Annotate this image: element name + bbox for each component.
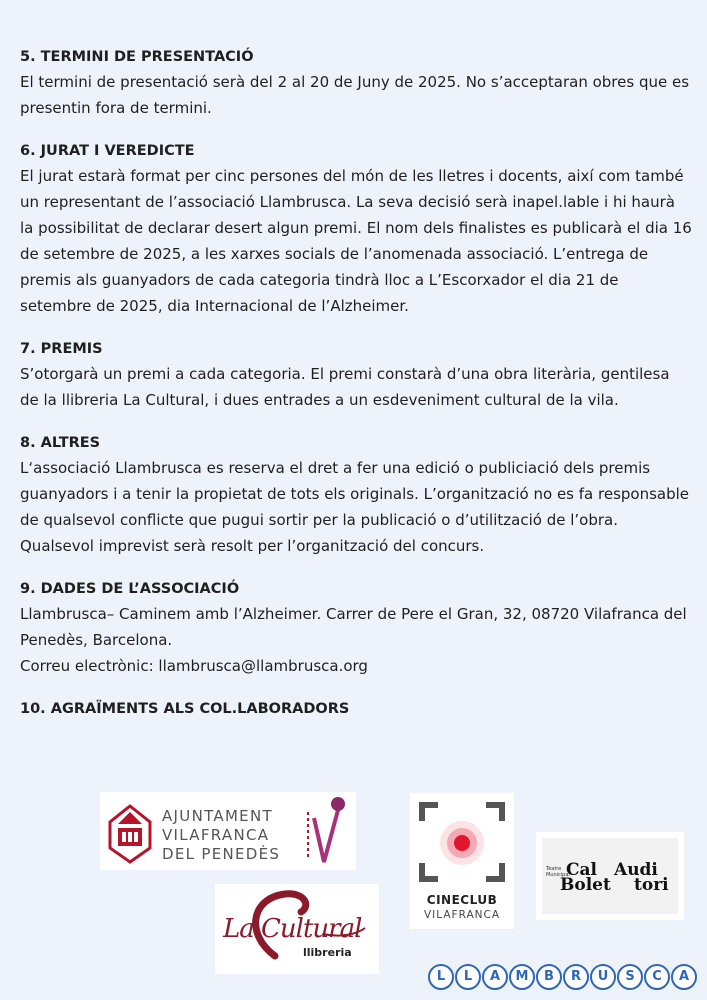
section-paragraph: Qualsevol imprevist serà resolt per l’organització del concurs.	[20, 537, 485, 555]
ajuntament-shield-icon	[100, 792, 160, 870]
section-termini	[20, 45, 692, 121]
cineclub-frame-icon	[410, 793, 514, 889]
brand-letter: L	[428, 964, 454, 990]
section-dades	[20, 577, 692, 679]
section-altres	[20, 431, 692, 559]
section-agraiments	[20, 697, 692, 721]
section-heading: 9. DADES DE L’ASSOCIACIÓ	[20, 581, 240, 597]
la-cultural-sub: llibreria	[303, 946, 352, 959]
brand-letter: L	[455, 964, 481, 990]
la-cultural-logo	[215, 884, 379, 974]
brand-letter: S	[617, 964, 643, 990]
brand-letter: M	[509, 964, 535, 990]
section-heading: 7. PREMIS	[20, 341, 103, 357]
brand-letter: U	[590, 964, 616, 990]
section-paragraph: S’otorgarà un premi a cada categoria. El premi constarà d’una obra literària, gentilesa de la llibreria La Cultural, i dues entrades a un esdeveniment cultural de la vila.	[20, 365, 670, 409]
calbolet-auditori-logo: Teatre Municipal Cal Bolet Audi tori	[536, 832, 684, 920]
ajuntament-name: AJUNTAMENT VILAFRANCA DEL PENEDÈS	[162, 807, 281, 863]
llambrusca-brand	[428, 964, 697, 992]
section-paragraph: L‘associació Llambrusca es reserva el dret a fer una edició o publiciació dels premis guanyadors i a tenir la propietat de tots els originals. L’organització no es fa responsable de qualsevol conflicte que pugui sortir per la publicació o d’utilització de l’obra.	[20, 459, 690, 529]
ajuntament-logo	[100, 792, 356, 870]
section-heading: 10. AGRAÏMENTS ALS COL.LABORADORS	[20, 701, 350, 717]
section-heading: 6. JURAT I VEREDICTE	[20, 143, 195, 159]
cineclub-sub: VILAFRANCA	[423, 909, 500, 921]
grape-v-icon	[300, 792, 350, 870]
section-heading: 8. ALTRES	[20, 435, 101, 451]
la-cultural-name: La Cultural	[223, 914, 362, 944]
brand-letter: C	[644, 964, 670, 990]
brand-letter: R	[563, 964, 589, 990]
section-paragraph: El jurat estarà format per cinc persones del món de les lletres i docents, així com també un representant de l’associació Llambrusca. La seva decisió serà inapel.lable i hi haurà la possibilitat de declarar desert algun premi. El nom dels finalistes es publicarà el dia 16 de setembre de 2025, a les xarxes socials de l’anomenada associació. L’entrega de premis als guanyadors de cada categoria tindrà lloc a L’Escorxador el dia 21 de setembre de 2025, dia Internacional de l’Alzheimer.	[20, 167, 692, 315]
cineclub-name: CINECLUB	[426, 893, 498, 907]
section-paragraph: Llambrusca– Caminem amb l’Alzheimer. Carrer de Pere el Gran, 32, 08720 Vilafranca del Penedès, Barcelona.	[20, 605, 687, 649]
document-body	[20, 45, 692, 739]
brand-letter: A	[671, 964, 697, 990]
section-jurat	[20, 139, 692, 319]
contact-email: Correu electrònic: llambrusca@llambrusca.org	[20, 657, 368, 675]
section-premis	[20, 337, 692, 413]
brand-letter: B	[536, 964, 562, 990]
section-paragraph: El termini de presentació serà del 2 al 20 de Juny de 2025. No s’acceptaran obres que es presentin fora de termini.	[20, 73, 690, 117]
cineclub-logo	[410, 793, 514, 929]
section-heading: 5. TERMINI DE PRESENTACIÓ	[20, 49, 254, 65]
brand-letter: A	[482, 964, 508, 990]
